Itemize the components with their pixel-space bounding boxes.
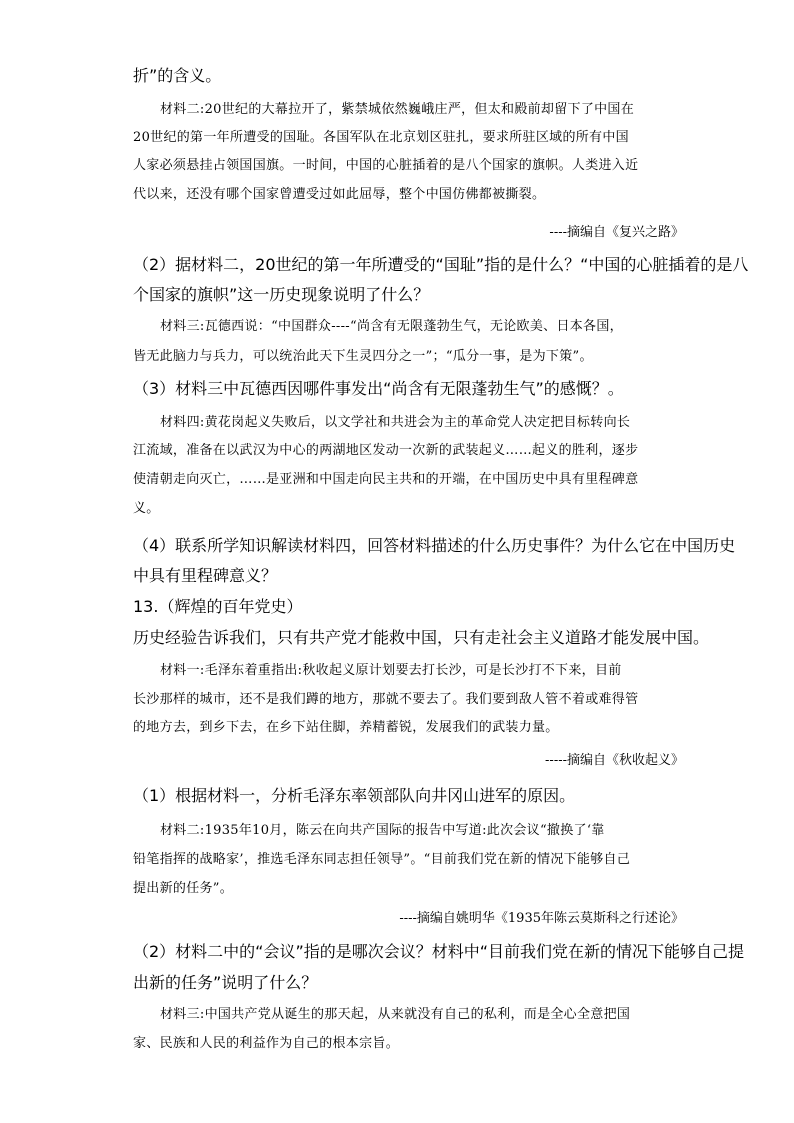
material-3-line-1: 材料三:瓦德西说：“中国群众----“尚含有无限蓬勃生气，无论欧美、日本各国， (160, 319, 623, 334)
material-2-line-2: 20世纪的第一年所遭受的国耻。各国军队在北京划区驻扎，要求所驻区域的所有中国 (133, 130, 629, 145)
material-2b-line-2: 铅笔指挥的战略家’，推选毛泽东同志担任领导”。“目前我们党在新的情况下能够自己 (133, 852, 631, 867)
material-3b-line-1: 材料三:中国共产党从诞生的那天起，从来就没有自己的私利，而是全心全意把国 (160, 1007, 631, 1022)
question-2-line-1: （2）据材料二，20世纪的第一年所遭受的“国耻”指的是什么？“中国的心脏插着的是八 (133, 255, 749, 274)
question-1-continuation: 折”的含义。 (133, 66, 222, 85)
material-2b-line-1: 材料二:1935年10月，陈云在向共产国际的报告中写道:此次会议“撤换了‘靠 (160, 823, 605, 838)
material-2b-source: ----摘编自姚明华《1935年陈云莫斯科之行述论》 (399, 911, 684, 926)
material-1-line-2: 长沙那样的城市，还不是我们蹲的地方，那就不要去了。我们要到敌人管不着或难得管 (133, 692, 639, 707)
material-1-source: -----摘编自《秋收起义》 (545, 753, 684, 768)
question-13-1: （1）根据材料一，分析毛泽东率领部队向井冈山进军的原因。 (133, 786, 576, 805)
material-4-line-3: 使清朝走向灭亡，……是亚洲和中国走向民主共和的开端，在中国历史中具有里程碑意 (133, 472, 639, 487)
material-2-line-1: 材料二:20世纪的大幕拉开了，紫禁城依然巍峨庄严，但太和殿前却留下了中国在 (160, 102, 635, 117)
question-13-title: 13.（辉煌的百年党史） (133, 597, 303, 616)
question-4-line-1: （4）联系所学知识解读材料四，回答材料描述的什么历史事件？为什么它在中国历史 (133, 536, 736, 555)
material-2b-line-3: 提出新的任务”。 (133, 881, 234, 896)
question-3: （3）材料三中瓦德西因哪件事发出“尚含有无限蓬勃生气”的感慨？。 (133, 379, 624, 398)
material-2-line-3: 人家必须悬挂占领国国旗。一时间，中国的心脏插着的是八个国家的旗帜。人类进入近 (133, 158, 639, 173)
question-13-2-line-2: 出新的任务”说明了什么？ (133, 973, 318, 992)
question-2-line-2: 个国家的旗帜”这一历史现象说明了什么？ (133, 285, 430, 304)
material-4-line-2: 江流域，准备在以武汉为中心的两湖地区发动一次新的武装起义……起义的胜利，逐步 (133, 443, 639, 458)
material-1-line-1: 材料一:毛泽东着重指出:秋收起义原计划要去打长沙，可是长沙打不下来，目前 (160, 663, 622, 678)
material-2-line-4: 代以来，还没有哪个国家曾遭受过如此屈辱，整个中国仿佛都被撕裂。 (133, 187, 546, 202)
material-3-line-2: 皆无此脑力与兵力，可以统治此天下生灵四分之一”；“瓜分一事，是为下策”。 (133, 349, 593, 364)
material-1-line-3: 的地方去，到乡下去，在乡下站住脚，养精蓄锐，发展我们的武装力量。 (133, 720, 559, 735)
material-4-line-4: 义。 (133, 501, 160, 516)
material-3b-line-2: 家、民族和人民的利益作为自己的根本宗旨。 (133, 1036, 400, 1051)
question-13-intro: 历史经验告诉我们，只有共产党才能救中国，只有走社会主义道路才能发展中国。 (133, 628, 710, 647)
material-2-source: ----摘编自《复兴之路》 (549, 225, 684, 240)
material-4-line-1: 材料四:黄花岗起义失败后，以文学社和共进会为主的革命党人决定把目标转向长 (160, 415, 631, 430)
question-13-2-line-1: （2）材料二中的“会议”指的是哪次会议？材料中“目前我们党在新的情况下能够自己提 (133, 942, 745, 961)
question-4-line-2: 中具有里程碑意义？ (133, 566, 278, 585)
